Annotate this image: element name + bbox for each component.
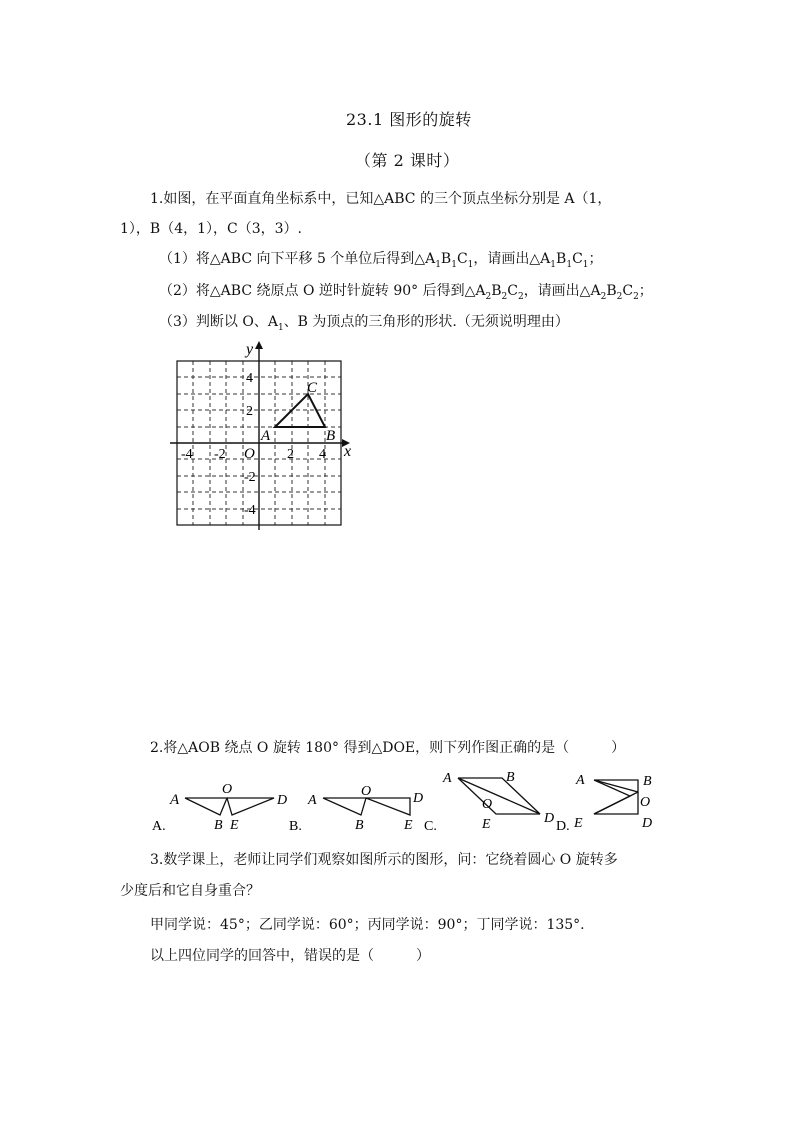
letter-b: B (491, 283, 502, 299)
fig-c-label-b: B (506, 770, 515, 785)
option-a-figure (185, 798, 274, 815)
letter-b: B (556, 251, 567, 267)
fig-a-label-a: A (170, 792, 180, 808)
y-axis-arrow (255, 341, 263, 349)
q1-part1 (159, 248, 603, 270)
fig-a-label-d: D (277, 793, 288, 808)
q1-part2-post: ； (638, 283, 653, 299)
origin-label: O (244, 446, 255, 462)
q1-part1-mid: ，请画出△A (473, 251, 551, 267)
q3-line1: 3.数学课上，老师让同学们观察如图所示的图形，问：它绕着圆心 O 旋转多 (150, 852, 618, 868)
q1-part2-pre: （2）将△ABC 绕原点 O 逆时针旋转 90° 后得到△A (159, 283, 486, 299)
q1-part1-pre: （1）将△ABC 向下平移 5 个单位后得到△A (159, 251, 436, 267)
option-c-letter: C. (424, 819, 437, 834)
fig-d-label-b: B (643, 774, 652, 789)
fig-b-label-b: B (355, 818, 364, 833)
q3-line3: 甲同学说：45°；乙同学说：60°；丙同学说：90°；丁同学说：135°. (150, 917, 585, 933)
q1-part3 (159, 311, 569, 333)
x-tick-label: -2 (214, 447, 226, 462)
letter-b: B (606, 283, 617, 299)
fig-b-label-a: A (308, 793, 317, 808)
fig-d-label-a: A (576, 773, 585, 788)
q1-part3-post: 、B 为顶点的三角形的形状.（无须说明理由） (283, 314, 569, 330)
y-tick-label: 4 (246, 371, 253, 386)
fig-b-label-o: O (361, 784, 372, 799)
coordinate-grid-figure (170, 338, 360, 533)
sub-2: 2 (616, 291, 623, 302)
sub-2: 2 (485, 291, 492, 302)
axes (170, 344, 348, 530)
sub-2: 2 (517, 291, 524, 302)
fig-c-label-o: O (482, 797, 493, 812)
fig-a-label-b: B (214, 818, 223, 833)
x-tick-label: 4 (319, 447, 326, 462)
y-tick-label: -2 (244, 470, 256, 485)
x-tick-label: -4 (181, 447, 193, 462)
fig-c-label-d: D (544, 811, 555, 826)
point-b-label: B (326, 428, 336, 444)
y-tick-label: -4 (244, 503, 256, 518)
sub-1: 1 (550, 259, 557, 270)
fig-d-label-e: E (574, 816, 583, 831)
option-c-figure (458, 778, 540, 814)
sub-1: 1 (277, 322, 284, 333)
point-c-label: C (307, 380, 318, 396)
letter-c: C (572, 251, 583, 267)
sub-2: 2 (600, 291, 607, 302)
fig-d-label-d: D (642, 816, 653, 831)
option-d-letter: D. (556, 819, 570, 834)
letter-b: B (440, 251, 452, 267)
sub-1: 1 (582, 259, 589, 270)
y-tick-label: 2 (246, 404, 253, 419)
sub-1: 1 (451, 259, 457, 270)
sub-1: 1 (467, 259, 474, 270)
point-a-label: A (261, 428, 271, 444)
q1-stem-line1: 1.如图，在平面直角坐标系中，已知△ABC 的三个顶点坐标分别是 A（1， (150, 191, 612, 207)
fig-d-label-o: O (640, 795, 651, 810)
q1-part2 (159, 280, 653, 302)
q1-part2-mid: ，请画出△A (523, 283, 601, 299)
letter-c: C (507, 283, 518, 299)
sub-2: 2 (633, 291, 639, 302)
fig-b-label-d: D (413, 791, 424, 806)
x-tick-label: 2 (287, 447, 294, 462)
option-b-letter: B. (289, 819, 302, 834)
fig-c-label-e: E (482, 817, 491, 832)
q1-stem-line2: 1），B（4，1），C（3，3）. (120, 221, 302, 237)
fig-c-label-a: A (443, 771, 452, 786)
q2-stem: 2.将△AOB 绕点 O 旋转 180° 得到△DOE，则下列作图正确的是（ ） (150, 740, 626, 756)
sub-2: 2 (501, 291, 508, 302)
letter-c: C (622, 283, 634, 299)
sub-1: 1 (566, 259, 573, 270)
y-axis-label: y (246, 341, 254, 358)
q3-line4: 以上四位同学的回答中，错误的是（ ） (150, 948, 430, 964)
q1-part3-pre: （3）判断以 O、A (159, 314, 278, 330)
q3-line2: 少度后和它自身重合？ (120, 883, 260, 899)
option-d-figure (594, 780, 638, 814)
q1-part1-post: ； (588, 251, 603, 267)
page-title: 23.1 图形的旋转 (346, 110, 472, 129)
fig-a-label-e: E (230, 818, 239, 833)
letter-c: C (456, 251, 468, 267)
sub-1: 1 (435, 259, 441, 270)
fig-a-label-o: O (222, 782, 233, 797)
option-b-figure (323, 798, 410, 815)
q2-option-figures (140, 768, 670, 834)
lesson-subtitle: （第 2 课时） (355, 151, 460, 170)
x-axis-label: x (344, 443, 352, 460)
option-a-letter: A. (152, 819, 166, 834)
fig-b-label-e: E (404, 818, 413, 833)
